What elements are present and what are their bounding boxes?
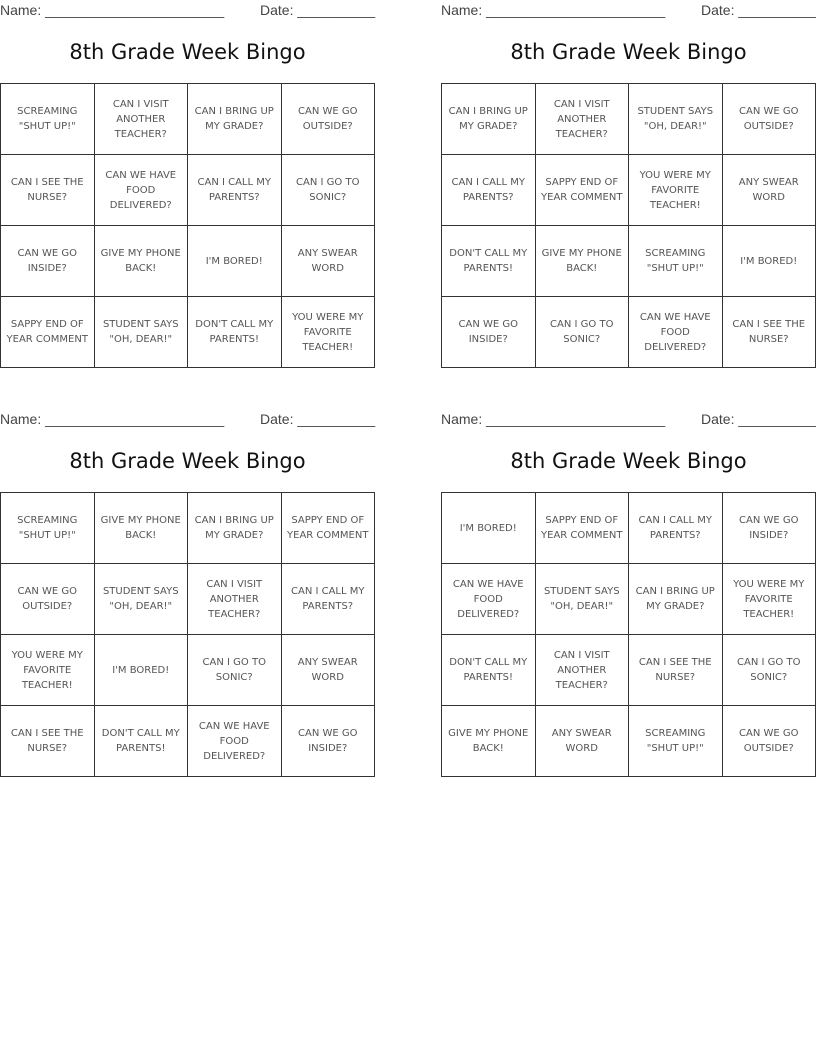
bingo-card-1	[0, 0, 375, 372]
bingo-cell: I'M BORED!	[442, 493, 536, 564]
bingo-cell: CAN WE GO OUTSIDE?	[722, 84, 816, 155]
bingo-cell: CAN I BRING UP MY GRADE?	[188, 493, 282, 564]
bingo-cell: SCREAMING "SHUT UP!"	[629, 226, 723, 297]
bingo-cell: STUDENT SAYS "OH, DEAR!"	[94, 297, 188, 368]
bingo-cell: CAN I GO TO SONIC?	[722, 635, 816, 706]
name-field-label: Name: _______________________	[441, 2, 666, 18]
date-field-label: Date: __________	[701, 2, 816, 18]
bingo-grid	[441, 83, 816, 368]
bingo-card-3	[0, 409, 375, 781]
bingo-row	[442, 84, 816, 155]
bingo-cell: ANY SWEAR WORD	[535, 706, 629, 777]
bingo-cell: YOU WERE MY FAVORITE TEACHER!	[629, 155, 723, 226]
bingo-cell: CAN I CALL MY PARENTS?	[629, 493, 723, 564]
bingo-cell: YOU WERE MY FAVORITE TEACHER!	[722, 564, 816, 635]
bingo-cell: CAN WE HAVE FOOD DELIVERED?	[442, 564, 536, 635]
bingo-cell: I'M BORED!	[94, 635, 188, 706]
bingo-cell: STUDENT SAYS "OH, DEAR!"	[535, 564, 629, 635]
bingo-cell: DON'T CALL MY PARENTS!	[442, 226, 536, 297]
bingo-cell: SCREAMING "SHUT UP!"	[1, 493, 95, 564]
bingo-cell: GIVE MY PHONE BACK!	[535, 226, 629, 297]
bingo-cell: CAN I CALL MY PARENTS?	[442, 155, 536, 226]
bingo-cell: CAN WE HAVE FOOD DELIVERED?	[94, 155, 188, 226]
bingo-grid	[441, 492, 816, 777]
bingo-cell: CAN WE GO OUTSIDE?	[281, 84, 375, 155]
bingo-cell: DON'T CALL MY PARENTS!	[188, 297, 282, 368]
card-title: 8th Grade Week Bingo	[69, 449, 306, 473]
bingo-card-2	[441, 0, 816, 372]
bingo-cell: SAPPY END OF YEAR COMMENT	[535, 493, 629, 564]
bingo-cell: STUDENT SAYS "OH, DEAR!"	[629, 84, 723, 155]
bingo-cell: CAN I SEE THE NURSE?	[722, 297, 816, 368]
bingo-cell: CAN I VISIT ANOTHER TEACHER?	[94, 84, 188, 155]
bingo-cell: YOU WERE MY FAVORITE TEACHER!	[281, 297, 375, 368]
bingo-row	[1, 635, 375, 706]
bingo-cell: ANY SWEAR WORD	[722, 155, 816, 226]
bingo-cell: ANY SWEAR WORD	[281, 226, 375, 297]
bingo-row	[1, 493, 375, 564]
bingo-cell: CAN I SEE THE NURSE?	[1, 706, 95, 777]
bingo-row	[442, 493, 816, 564]
name-field-label: Name: _______________________	[0, 411, 225, 427]
bingo-cell: DON'T CALL MY PARENTS!	[442, 635, 536, 706]
bingo-grid	[0, 492, 375, 777]
date-field-label: Date: __________	[260, 2, 376, 18]
bingo-cell: I'M BORED!	[188, 226, 282, 297]
bingo-cell: CAN WE GO INSIDE?	[281, 706, 375, 777]
bingo-cell: CAN I VISIT ANOTHER TEACHER?	[188, 564, 282, 635]
bingo-cell: CAN I GO TO SONIC?	[281, 155, 375, 226]
bingo-cell: CAN I CALL MY PARENTS?	[188, 155, 282, 226]
bingo-cell: CAN I SEE THE NURSE?	[629, 635, 723, 706]
bingo-card-4	[441, 409, 816, 781]
bingo-cell: SAPPY END OF YEAR COMMENT	[281, 493, 375, 564]
date-field-label: Date: __________	[260, 411, 376, 427]
bingo-cell: CAN WE GO OUTSIDE?	[1, 564, 95, 635]
bingo-cell: CAN WE GO INSIDE?	[722, 493, 816, 564]
bingo-grid	[0, 83, 375, 368]
card-title: 8th Grade Week Bingo	[510, 449, 747, 473]
name-field-label: Name: _______________________	[0, 2, 225, 18]
bingo-row	[442, 635, 816, 706]
bingo-row	[1, 226, 375, 297]
bingo-cell: CAN WE GO INSIDE?	[442, 297, 536, 368]
bingo-cell: GIVE MY PHONE BACK!	[94, 226, 188, 297]
bingo-cell: CAN I GO TO SONIC?	[535, 297, 629, 368]
bingo-row	[442, 706, 816, 777]
bingo-row	[1, 155, 375, 226]
card-title: 8th Grade Week Bingo	[510, 40, 747, 64]
bingo-row	[1, 84, 375, 155]
bingo-cell: CAN I GO TO SONIC?	[188, 635, 282, 706]
name-field-label: Name: _______________________	[441, 411, 666, 427]
bingo-row	[1, 706, 375, 777]
bingo-cell: CAN I BRING UP MY GRADE?	[442, 84, 536, 155]
bingo-cell: CAN WE GO INSIDE?	[1, 226, 95, 297]
bingo-cell: CAN I CALL MY PARENTS?	[281, 564, 375, 635]
bingo-cell: CAN I SEE THE NURSE?	[1, 155, 95, 226]
bingo-cell: CAN I VISIT ANOTHER TEACHER?	[535, 635, 629, 706]
bingo-cell: SAPPY END OF YEAR COMMENT	[1, 297, 95, 368]
bingo-cell: SAPPY END OF YEAR COMMENT	[535, 155, 629, 226]
bingo-row	[442, 226, 816, 297]
bingo-row	[442, 297, 816, 368]
bingo-row	[442, 564, 816, 635]
bingo-cell: STUDENT SAYS "OH, DEAR!"	[94, 564, 188, 635]
bingo-cell: SCREAMING "SHUT UP!"	[1, 84, 95, 155]
bingo-row	[442, 155, 816, 226]
bingo-cell: CAN I BRING UP MY GRADE?	[629, 564, 723, 635]
bingo-cell: CAN WE GO OUTSIDE?	[722, 706, 816, 777]
bingo-cell: YOU WERE MY FAVORITE TEACHER!	[1, 635, 95, 706]
bingo-cell: CAN I BRING UP MY GRADE?	[188, 84, 282, 155]
bingo-cell: I'M BORED!	[722, 226, 816, 297]
bingo-cell: GIVE MY PHONE BACK!	[94, 493, 188, 564]
bingo-cell: GIVE MY PHONE BACK!	[442, 706, 536, 777]
bingo-cell: CAN I VISIT ANOTHER TEACHER?	[535, 84, 629, 155]
bingo-row	[1, 564, 375, 635]
bingo-cell: CAN WE HAVE FOOD DELIVERED?	[629, 297, 723, 368]
bingo-cell: ANY SWEAR WORD	[281, 635, 375, 706]
card-title: 8th Grade Week Bingo	[69, 40, 306, 64]
bingo-row	[1, 297, 375, 368]
bingo-cell: SCREAMING "SHUT UP!"	[629, 706, 723, 777]
date-field-label: Date: __________	[701, 411, 816, 427]
bingo-cell: DON'T CALL MY PARENTS!	[94, 706, 188, 777]
bingo-cell: CAN WE HAVE FOOD DELIVERED?	[188, 706, 282, 777]
